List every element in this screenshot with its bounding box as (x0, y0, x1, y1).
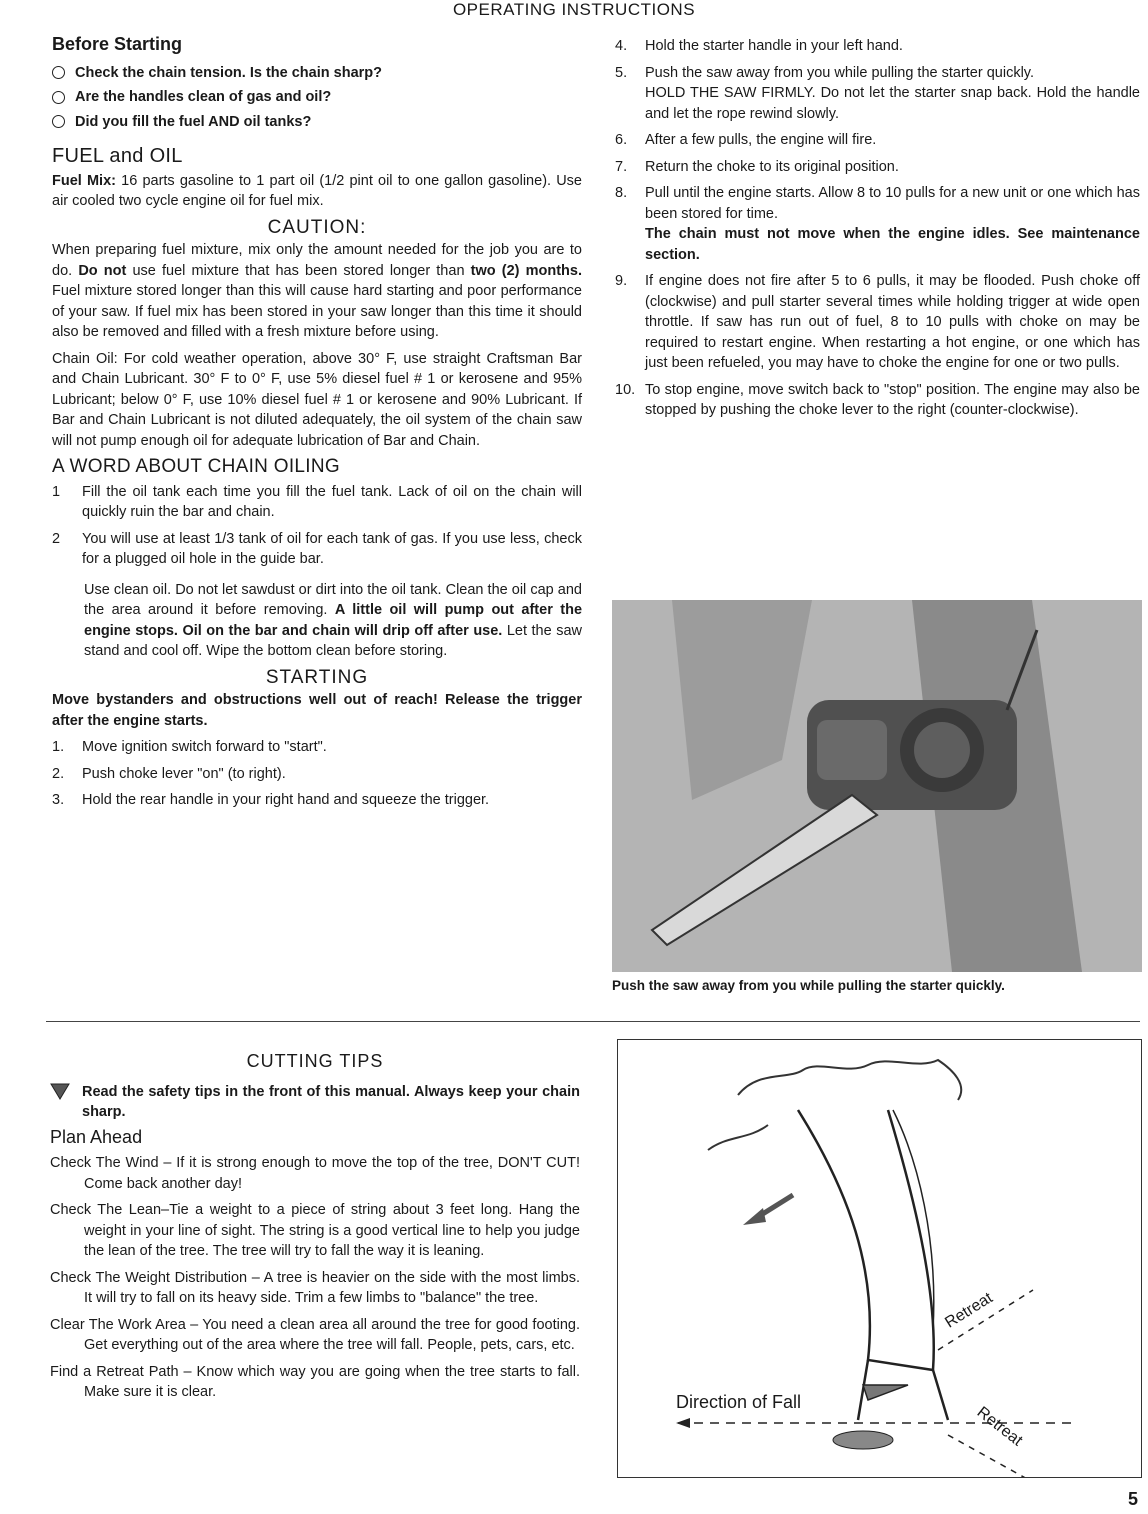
warning-triangle-icon (50, 1082, 82, 1123)
chainsaw-illustration-icon (612, 600, 1142, 972)
chainsaw-photo (612, 600, 1142, 972)
list-item: Check The Weight Distribution – A tree is heavier on the side with the most limbs. It will try to fall on its heavy side. Trim a few limbs to "balance" the tree. (50, 1269, 580, 1306)
caution-paragraph: When preparing fuel mixture, mix only the amount needed for the job you are to do. Do not use fuel mixture that has been stored longer than two (2) months. Fuel mixture stored longer than this will cause hard starting and poor performance of your saw. If fuel mix has been stored in your saw longer than this time it should also be removed and filled with a fresh mixture before using. (52, 242, 583, 340)
starting-heading: STARTING (265, 666, 369, 688)
cutting-tips-section (50, 1049, 580, 1409)
starting-intro: Move bystanders and obstructions well out of reach! Release the trigger after the engine starts. (52, 692, 582, 729)
checklist-item: Did you fill the fuel AND oil tanks? (52, 112, 582, 133)
list-item: 1 Fill the oil tank each time you fill the fuel tank. Lack of oil on the chain will quickly ruin the bar and chain. (52, 483, 582, 520)
list-item: 3. Hold the rear handle in your right hand and squeeze the trigger. (52, 792, 490, 808)
tree-fall-diagram (617, 1039, 1142, 1478)
retreat-label: Retreat (973, 1403, 1026, 1450)
photo-caption: Push the saw away from you while pulling the starter quickly. (612, 978, 1005, 993)
right-column (615, 36, 1140, 427)
list-item: 9. If engine does not fire after 5 to 6 pulls, it may be flooded. Push choke off (clockwise) and pull starter several times while holding trigger at wide open throttle. If saw has run out of fuel, 8 to 10 pulls with choke on may be required to restart engine. When restarting a hot engine, or one which has just been refueled, you may have to choke the engine for one or two pulls. (615, 273, 1140, 371)
caution-heading: CAUTION: (267, 216, 367, 238)
list-item: Check The Lean–Tie a weight to a piece of string about 3 feet long. Hang the weight in your line of sight. The string is a good vertical line to help you judge the lean of the tree. The tree will try to fall the way it is leaning. (50, 1202, 580, 1259)
circle-icon (52, 66, 65, 79)
fuel-oil-heading: FUEL and OIL (52, 145, 183, 167)
checklist-item: Check the chain tension. Is the chain sharp? (52, 63, 582, 84)
chain-oil-paragraph: Chain Oil: For cold weather operation, above 30° F, use straight Craftsman Bar and Chain Lubricant. 30° F to 0° F, use 5% diesel fuel # 1 or kerosene and 95% Lubricant; below 0° F, use 10% diesel fuel # 1 or kerosene and 90% Lubricant. If Bar and Chain Lubricant is not diluted adequately, the oil system of the chain saw will not pump enough oil for adequate lubrication of Bar and Chain. (52, 350, 582, 449)
checklist-item: Are the handles clean of gas and oil? (52, 87, 582, 108)
list-item: Clear The Work Area – You need a clean area all around the tree for good footing. Get everything out of the area where the tree will fall. People, pets, cars, etc. (50, 1316, 580, 1353)
list-item: 6. After a few pulls, the engine will fire. (615, 132, 877, 148)
clean-oil-paragraph: Use clean oil. Do not let sawdust or dirt into the oil tank. Clean the oil cap and the area around it before removing. A little oil will pump out after the engine stops. Oil on the bar and chain will drip off after use. Let the saw stand and cool off. Wipe the bottom clean before storing. (84, 581, 583, 659)
before-starting-heading: Before Starting (52, 34, 183, 54)
chain-oiling-heading: A WORD ABOUT CHAIN OILING (52, 456, 340, 477)
cutting-tips-heading: CUTTING TIPS (246, 1051, 384, 1071)
warning-note: Read the safety tips in the front of this manual. Always keep your chain sharp. (50, 1082, 580, 1123)
list-item: 7. Return the choke to its original position. (615, 158, 899, 175)
section-divider (46, 1021, 1140, 1022)
left-column (52, 34, 582, 817)
list-item: 8. Pull until the engine starts. Allow 8 to 10 pulls for a new unit or one which has been stored for time. The chain must not move when the engine idles. See maintenance section. (615, 185, 1140, 263)
page-title: OPERATING INSTRUCTIONS (452, 0, 696, 19)
list-item: Check The Wind – If it is strong enough to move the top of the tree, DON'T CUT! Come back another day! (50, 1155, 580, 1192)
list-item: 2 You will use at least 1/3 tank of oil for each tank of gas. If you use less, check for a plugged oil hole in the guide bar. (52, 530, 582, 567)
list-item: 1. Move ignition switch forward to "start". (52, 739, 327, 755)
list-item: 2. Push choke lever "on" (to right). (52, 765, 286, 782)
retreat-label: Retreat (942, 1289, 996, 1332)
circle-icon (52, 91, 65, 104)
list-item: 4. Hold the starter handle in your left hand. (615, 38, 903, 54)
list-item: 5. Push the saw away from you while pulling the starter quickly. HOLD THE SAW FIRMLY. Do not let the starter snap back. Hold the handle and let the rope rewind slowly. (615, 64, 1140, 122)
list-item: 10. To stop engine, move switch back to "stop" position. The engine may also be stopped by pushing the choke lever to the right (counter-clockwise). (615, 381, 1140, 418)
direction-of-fall-label: Direction of Fall (676, 1392, 802, 1412)
circle-icon (52, 115, 65, 128)
list-item: Find a Retreat Path – Know which way you are going when the tree starts to fall. Make sure it is clear. (50, 1363, 580, 1400)
page-number: 5 (1127, 1489, 1138, 1509)
fuel-mix-paragraph: Fuel Mix: 16 parts gasoline to 1 part oil (1/2 pint oil to one gallon gasoline). Use air cooled two cycle engine oil for fuel mix. (52, 172, 582, 209)
plan-ahead-heading: Plan Ahead (50, 1126, 143, 1147)
